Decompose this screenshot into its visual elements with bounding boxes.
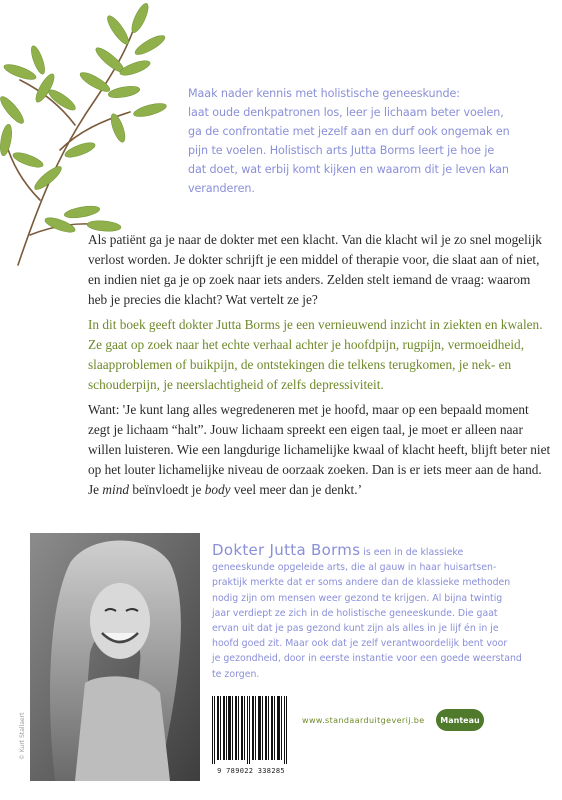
paragraph-line: Want: 'Je kunt lang alles wegredeneren met je hoofd, maar op een bepaald moment [88, 402, 529, 417]
paragraph-line: schouderpijn, je neerslachtigheid of zelfs depressiviteit. [88, 377, 384, 392]
bio-line: nodig zijn om mensen weer gezond te krijgen. Al bijna twintig [212, 592, 503, 604]
paragraph-line: Als patiënt ga je naar de dokter met een klacht. Van die klacht wil je zo snel mogelijk [88, 232, 542, 247]
bio-line: jaar verdiept ze zich in de holistische geneeskunde. Die gaat [212, 607, 498, 619]
quote-text: Je [88, 482, 103, 497]
paragraph-line: en indien niet ga je op zoek naar iets anders. Zelden stelt iemand de vraag: waarom [88, 272, 531, 287]
intro-line: dat doet, wat erbij komt kijken en waarom dit je leven kan [188, 163, 509, 176]
bio-line: geneeskunde opgeleide arts, die al gauw in haar huisartsen- [212, 562, 497, 574]
body-word: body [204, 482, 231, 497]
paragraph-line: op het louter lichamelijke niveau de oorzaak zoeken. Dan is er iets meer aan de hand. [88, 462, 542, 477]
publisher-website: www.standaarduitgeverij.be [302, 716, 425, 725]
author-name: Dokter Jutta Borms [212, 541, 361, 559]
bio-line: te zorgen. [212, 668, 260, 680]
bio-line: praktijk merkte dat er soms andere dan de klassieke methoden [212, 577, 511, 589]
author-photo-illustration [30, 533, 200, 781]
photo-credit: © Kurt Stallaert [19, 712, 26, 760]
author-photo [30, 533, 200, 781]
author-bio [212, 543, 542, 682]
quote-text: veel meer dan je denkt.’ [230, 482, 363, 497]
body-paragraph-2 [88, 315, 543, 395]
paragraph-line: Ze gaat op zoek naar het echte verhaal achter je hoofdpijn, rugpijn, vermoeidheid, [88, 337, 525, 352]
intro-line: ga de confrontatie met jezelf aan en durf ook ongemak en [188, 125, 510, 138]
paragraph-line [88, 480, 528, 500]
intro-teaser [188, 84, 533, 198]
body-paragraph-1 [88, 230, 542, 310]
barcode [210, 696, 290, 764]
bio-line: je gezondheid, door in eerste instantie voor een goede weerstand [212, 653, 522, 665]
isbn-number: 9 789022 338285 [217, 767, 285, 775]
body-paragraph-3 [88, 400, 551, 500]
intro-line: laat oude denkpatronen los, leer je lichaam beter voelen, [188, 106, 504, 119]
intro-line: pijn te voelen. Holistisch arts Jutta Borms leert je hoe je [188, 144, 495, 157]
quote-text: beïnvloedt je [129, 482, 205, 497]
bio-first-line [212, 543, 542, 560]
mind-word: mind [102, 482, 130, 497]
bio-line: ervan uit dat je pas gezond kunt zijn als alles in je lijf én in je [212, 623, 499, 635]
paragraph-line: zegt je lichaam “halt”. Jouw lichaam spreekt een eigen taal, je moet er alleen naar [88, 422, 523, 437]
intro-line: Maak nader kennis met holistische geneeskunde: [188, 87, 460, 100]
bio-text: is een in de klassieke [360, 547, 464, 558]
paragraph-line: willen luisteren. Wie een langdurige lichamelijke kwaal of klacht heeft, blijft beter niet [88, 442, 551, 457]
publisher-logo: Manteau [436, 709, 484, 731]
paragraph-line: heb je precies die klacht? Wat vertelt ze je? [88, 292, 318, 307]
intro-line: veranderen. [188, 182, 255, 195]
bio-line: hoofd goed zit. Maar ook dat je zelf verantwoordelijk bent voor [212, 638, 508, 650]
paragraph-line: slaapproblemen of buikpijn, de ontstekingen die telkens terugkomen, je nek- en [88, 357, 512, 372]
paragraph-line: verlost worden. Je dokter schrijft je een middel of therapie voor, die slaat aan of niet, [88, 252, 540, 267]
paragraph-line: In dit boek geeft dokter Jutta Borms je een vernieuwend inzicht in ziekten en kwalen. [88, 317, 543, 332]
